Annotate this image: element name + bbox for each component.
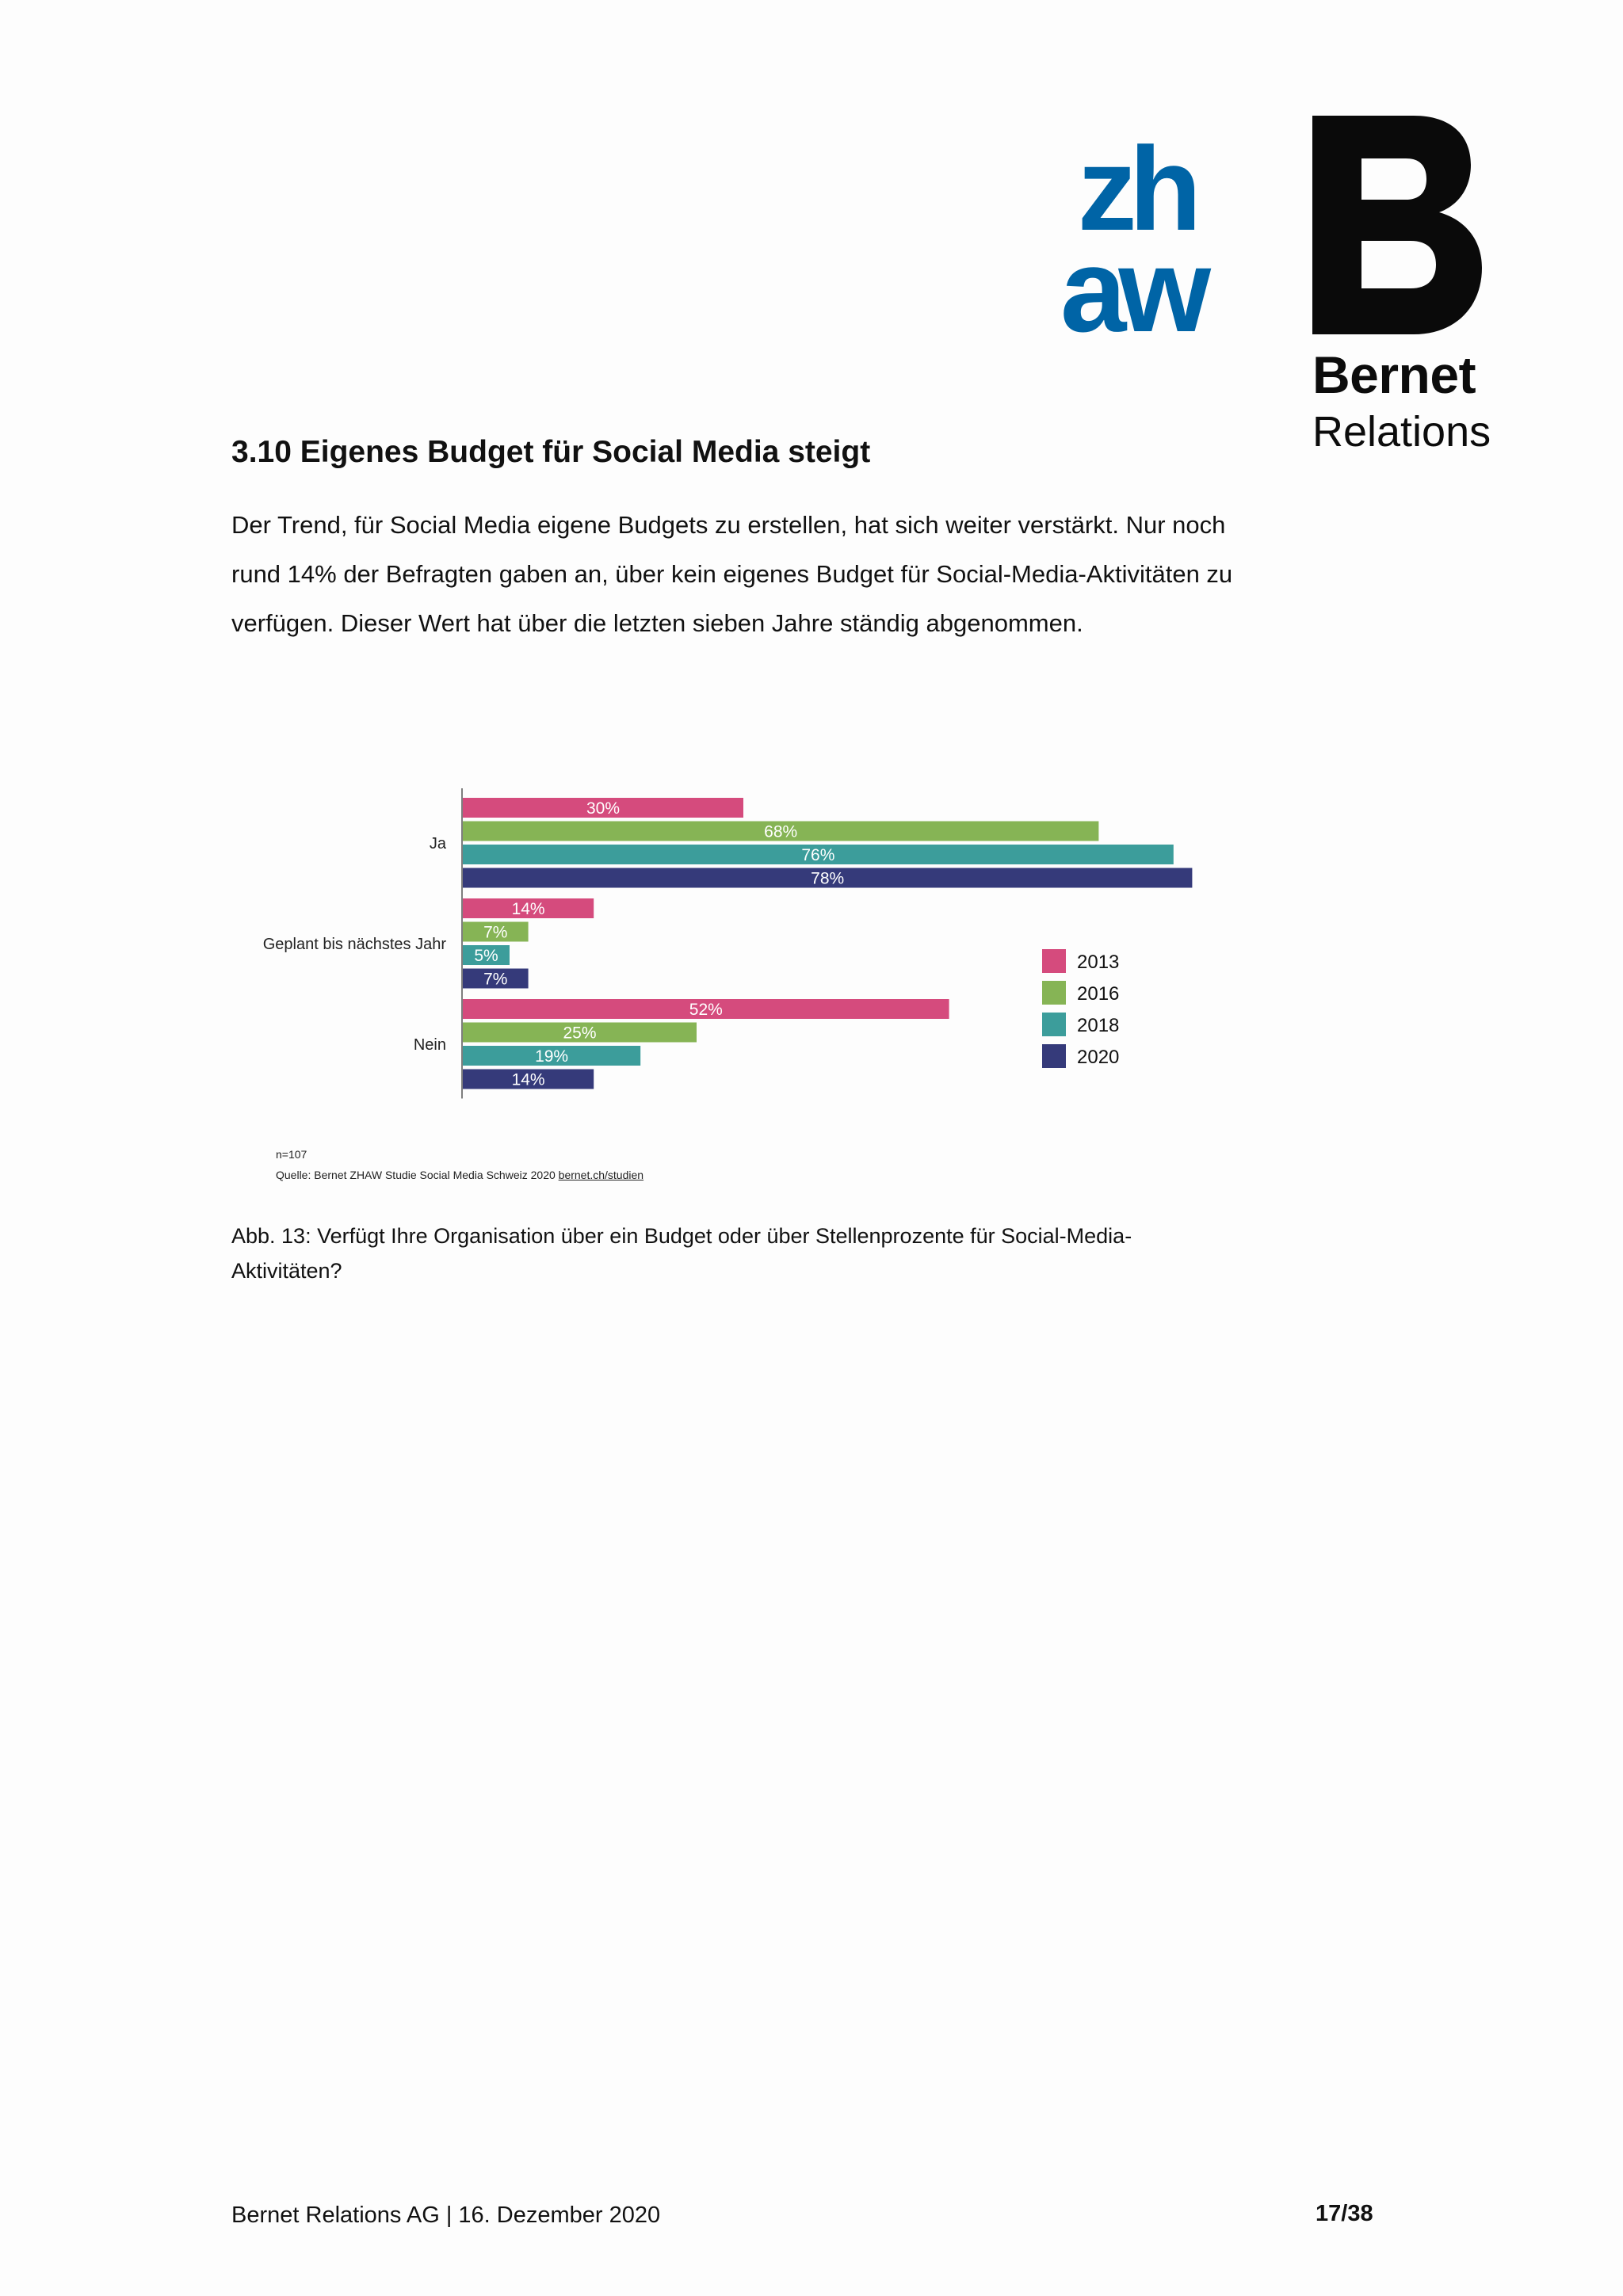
budget-bar-chart <box>238 784 1236 1109</box>
bernet-b-logo <box>1312 116 1482 334</box>
svg-text:aw: aw <box>1060 223 1204 338</box>
bar-value-label: 78% <box>811 869 845 888</box>
bar-value-label: 5% <box>474 947 498 965</box>
source-link[interactable]: bernet.ch/studien <box>558 1169 644 1181</box>
category-label: Nein <box>413 1035 446 1054</box>
section-body-text: Der Trend, für Social Media eigene Budgets zu erstellen, hat sich weiter verstärkt. Nur noch rund 14% der Befragten gaben an, über kein eigenes Budget für Social-Media-Aktivitäten zu verfügen. Dieser Wert hat über die letzten sieben Jahre ständig abgenommen. <box>231 511 1233 637</box>
relations-wordmark: Relations <box>1312 408 1491 456</box>
category-label: Geplant bis nächstes Jahr <box>262 935 446 953</box>
legend-label: 2020 <box>1077 1047 1120 1068</box>
legend-swatch-2016 <box>1042 981 1066 1005</box>
source-text: Quelle: Bernet ZHAW Studie Social Media Schweiz 2020 <box>276 1169 559 1181</box>
legend-swatch-2020 <box>1042 1044 1066 1068</box>
legend-swatch-2013 <box>1042 949 1066 973</box>
figure-caption: Abb. 13: Verfügt Ihre Organisation über ein Budget oder über Stellenprozente für Social-Media-Aktivitäten? <box>231 1224 1132 1283</box>
legend-label: 2018 <box>1077 1015 1120 1036</box>
zhaw-logo-text: zh <box>1077 136 1194 255</box>
source-note <box>276 1169 643 1180</box>
bar-value-label: 14% <box>511 1070 545 1089</box>
sample-size-note: n=107 <box>276 1148 307 1161</box>
bar-value-label: 19% <box>535 1047 569 1066</box>
legend-label: 2016 <box>1077 983 1120 1005</box>
legend-label: 2013 <box>1077 952 1120 973</box>
section-heading: 3.10 Eigenes Budget für Social Media steigt <box>231 435 871 469</box>
bar-value-label: 30% <box>586 799 621 818</box>
page-number: 17/38 <box>1316 2201 1373 2226</box>
zhaw-logo <box>1037 136 1235 338</box>
bar-value-label: 76% <box>801 846 835 864</box>
bar-value-label: 68% <box>764 822 798 841</box>
bernet-wordmark: Bernet <box>1312 345 1476 404</box>
category-label: Ja <box>429 834 446 852</box>
legend-swatch-2018 <box>1042 1013 1066 1036</box>
bar-value-label: 7% <box>483 970 508 989</box>
footer-company-date: Bernet Relations AG | 16. Dezember 2020 <box>231 2203 661 2228</box>
bar-value-label: 25% <box>563 1024 597 1043</box>
bar-value-label: 52% <box>689 1001 723 1019</box>
bar-value-label: 7% <box>483 923 508 942</box>
bar-value-label: 14% <box>511 900 545 918</box>
